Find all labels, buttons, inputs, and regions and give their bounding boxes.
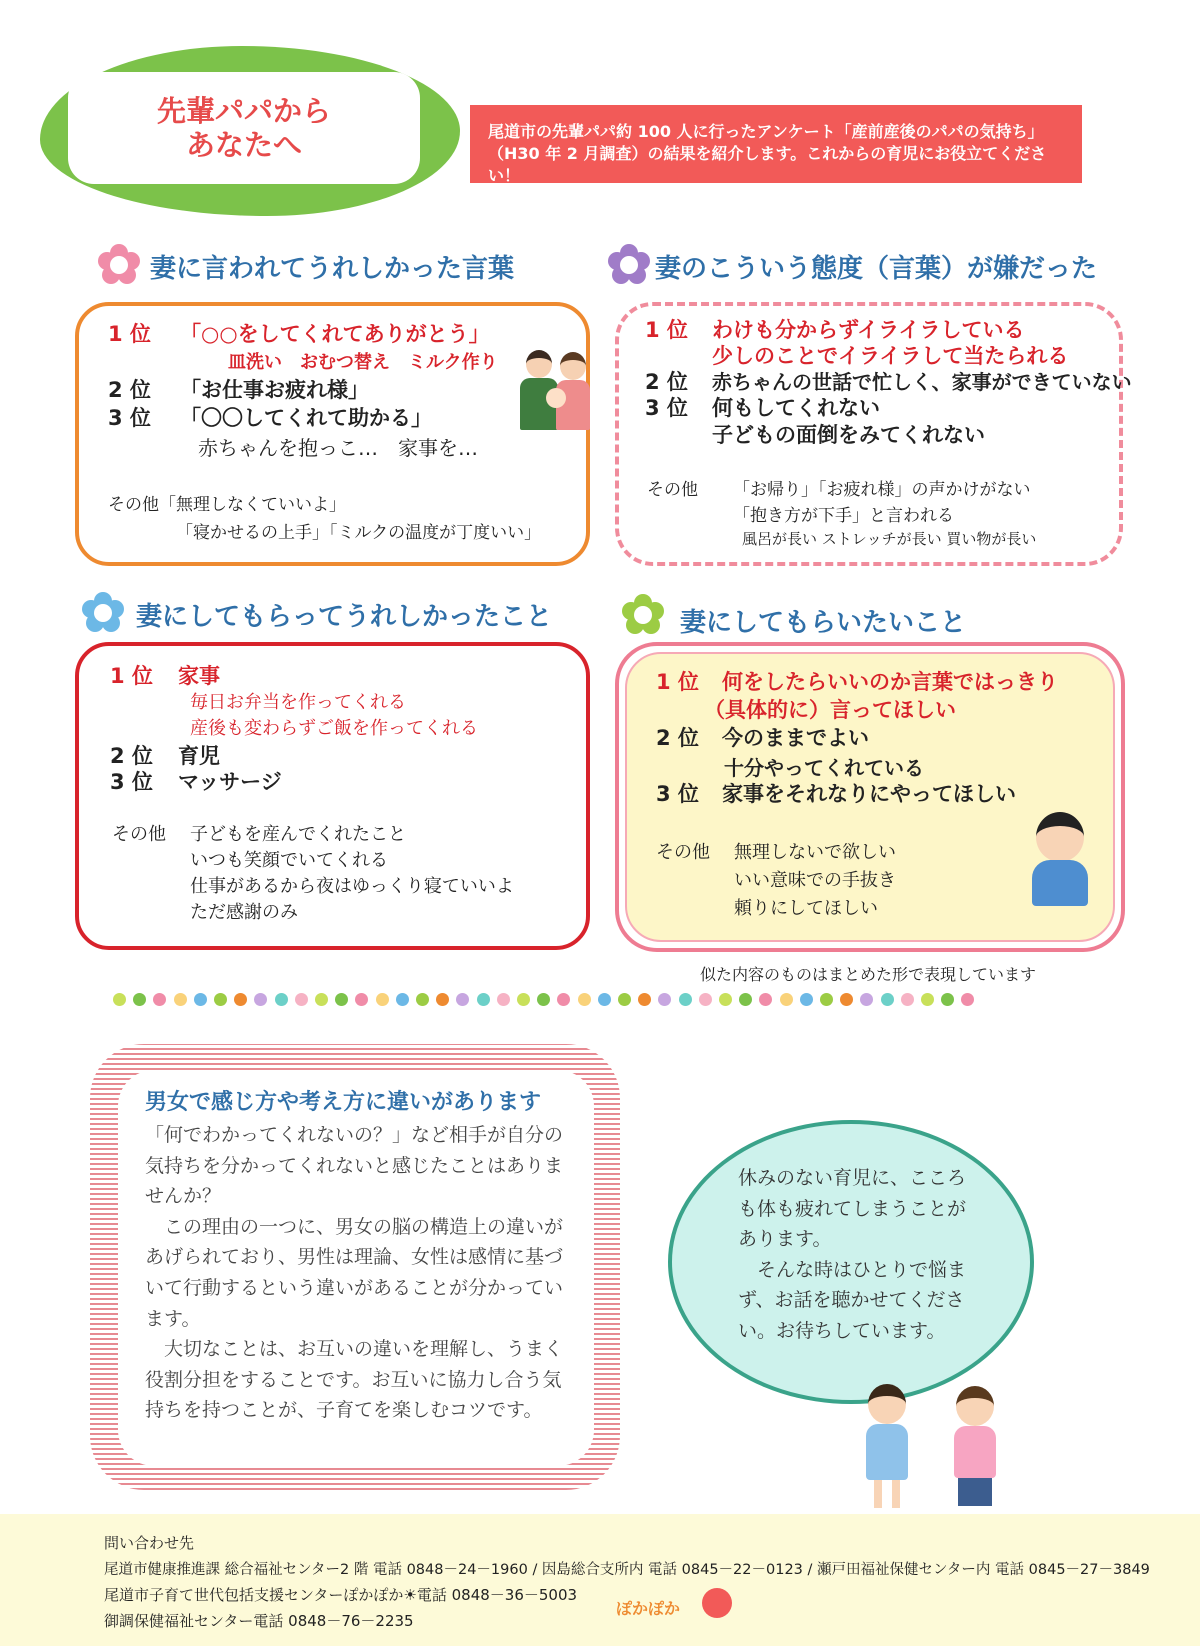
divider-dot: [800, 993, 813, 1006]
divider-dot: [618, 993, 631, 1006]
divider-dot: [133, 993, 146, 1006]
footer-line-2: 尾道市子育て世代包括支援センターぽかぽか☀電話 0848－36－5003: [104, 1586, 578, 1604]
sun-logo-icon: [702, 1588, 732, 1618]
divider-dot: [335, 993, 348, 1006]
s3-rank1: 家事: [178, 664, 220, 688]
divider-dot: [759, 993, 772, 1006]
s1-other-2: 「寝かせるの上手」「ミルクの温度が丁度いい」: [176, 523, 542, 543]
s2-rank2: 赤ちゃんの世話で忙しく、家事ができていない: [712, 370, 1132, 394]
s4-rank1: 何をしたらいいのか言葉ではっきり: [722, 670, 1058, 694]
s2-other-3: 風呂が長い ストレッチが長い 買い物が長い: [742, 530, 1037, 548]
footer-line-1: 尾道市健康推進課 総合福祉センター2 階 電話 0848－24－1960 / 因島総合支所内 電話 0845－22－0123 / 瀬戸田福祉保健センター内 電話 0845－27－3849: [104, 1562, 1150, 1578]
s2-rank1: わけも分からずイライラしている: [712, 318, 1025, 342]
divider-dot: [638, 993, 651, 1006]
divider-dot: [153, 993, 166, 1006]
s3-other-2: いつも笑顔でいてくれる: [190, 850, 388, 871]
s1-rank3-label: 3 位: [108, 406, 151, 430]
divider-dot: [961, 993, 974, 1006]
divider-dot: [557, 993, 570, 1006]
s4-rank3: 家事をそれなりにやってほしい: [722, 782, 1016, 806]
green-flower-icon: [622, 594, 664, 636]
s2-other-label: その他: [647, 480, 698, 500]
s3-rank2-label: 2 位: [110, 744, 153, 768]
blue-flower-icon: [82, 592, 124, 634]
s3-other-1: 子どもを産んでくれたこと: [190, 824, 406, 845]
s4-rank1-b: （具体的に）言ってほしい: [704, 698, 956, 722]
divider-dot: [921, 993, 934, 1006]
message-text: [145, 1088, 575, 1426]
staff-woman-1-illustration: [860, 1384, 916, 1510]
divider-dot: [699, 993, 712, 1006]
s1-rank1: 「○○をしてくれてありがとう」: [180, 322, 490, 346]
divider-dot: [941, 993, 954, 1006]
pokapoka-logo: ぽかぽか: [616, 1599, 681, 1618]
bubble-paragraph-1: 休みのない育児に、こころも体も疲れてしまうことがあります。: [738, 1167, 967, 1250]
s1-rank1-label: 1 位: [108, 322, 151, 346]
s4-rank1-label: 1 位: [656, 670, 699, 694]
s1-rank1-sub: 皿洗い おむつ替え ミルク作り: [228, 352, 498, 373]
section-1-title: 妻に言われてうれしかった言葉: [150, 254, 515, 284]
s2-rank3-b: 子どもの面倒をみてくれない: [712, 423, 985, 447]
divider-dot: [840, 993, 853, 1006]
s1-rank3-sub: 赤ちゃんを抱っこ… 家事を…: [198, 436, 478, 460]
divider-dot: [719, 993, 732, 1006]
s3-other-label: その他: [112, 824, 166, 845]
s1-rank2-label: 2 位: [108, 378, 151, 402]
s4-rank2: 今のままでよい: [722, 726, 869, 750]
s2-rank2-label: 2 位: [645, 370, 688, 394]
thinking-man-illustration: [1026, 812, 1098, 910]
s4-rank3-label: 3 位: [656, 782, 699, 806]
message-heading: 男女で感じ方や考え方に違いがあります: [145, 1090, 542, 1115]
staff-woman-2-illustration: [948, 1386, 1004, 1510]
s4-rank2-b: 十分やってくれている: [724, 756, 924, 780]
divider-dot: [254, 993, 267, 1006]
section-2-title: 妻のこういう態度（言葉）が嫌だった: [655, 254, 1098, 284]
divider-dot: [113, 993, 126, 1006]
divider-dot: [234, 993, 247, 1006]
intro-line-2: （H30 年 2 月調査）の結果を紹介します。これからの育児にお役立てください！: [488, 144, 1047, 185]
survey-intro-banner: [470, 105, 1082, 183]
divider-dot: [214, 993, 227, 1006]
s3-other-4: ただ感謝のみ: [190, 902, 298, 923]
section-3-title: 妻にしてもらってうれしかったこと: [136, 602, 553, 632]
divider-dot: [315, 993, 328, 1006]
s3-rank2: 育児: [178, 744, 220, 768]
s3-rank1-sub2: 産後も変わらずご飯を作ってくれる: [190, 718, 478, 739]
intro-line-1: 尾道市の先輩パパ約 100 人に行ったアンケート「産前産後のパパの気持ち」: [488, 122, 1044, 141]
divider-dot: [598, 993, 611, 1006]
divider-dot: [780, 993, 793, 1006]
divider-dot: [477, 993, 490, 1006]
s2-rank3: 何もしてくれない: [712, 396, 880, 420]
divider-dot: [679, 993, 692, 1006]
divider-dot: [517, 993, 530, 1006]
bubble-paragraph-2: そんな時はひとりで悩まず、お話を聴かせてください。お待ちしています。: [738, 1258, 967, 1342]
s3-rank3-label: 3 位: [110, 770, 153, 794]
s2-rank3-label: 3 位: [645, 396, 688, 420]
s2-rank1-label: 1 位: [645, 318, 688, 342]
message-paragraph-1: 「何でわかってくれないの？」など相手が自分の気持ちを分かってくれないと感じたことはありませんか？: [145, 1124, 564, 1208]
divider-dot: [275, 993, 288, 1006]
s3-rank1-sub1: 毎日お弁当を作ってくれる: [190, 692, 406, 713]
divider-dot: [658, 993, 671, 1006]
footer-heading: 問い合わせ先: [104, 1534, 195, 1552]
speech-bubble-text: [738, 1163, 978, 1346]
parents-with-baby-illustration: [520, 348, 595, 440]
title-line-2: あなたへ: [185, 128, 302, 162]
purple-flower-icon: [608, 244, 650, 286]
s1-rank3: 「〇〇してくれて助かる」: [180, 406, 432, 430]
divider-dot: [416, 993, 429, 1006]
divider-dot: [295, 993, 308, 1006]
message-paragraph-2: この理由の一つに、男女の脳の構造上の違いがあげられており、男性は理論、女性は感情に基づいて行動するという違いがあることが分かっています。: [145, 1215, 564, 1330]
divider-dot: [396, 993, 409, 1006]
s3-rank3: マッサージ: [178, 770, 282, 794]
page-title: [68, 72, 420, 184]
divider-dot: [436, 993, 449, 1006]
s2-rank1-b: 少しのことでイライラして当たられる: [712, 344, 1069, 368]
divider-dot: [497, 993, 510, 1006]
divider-dot: [901, 993, 914, 1006]
s4-rank2-label: 2 位: [656, 726, 699, 750]
divider-dot: [537, 993, 550, 1006]
s2-other-1: 「お帰り」「お疲れ様」の声かけがない: [733, 480, 1031, 500]
footnote: 似た内容のものはまとめた形で表現しています: [700, 965, 1037, 984]
footer-line-3: 御調保健福祉センター電話 0848－76－2235: [104, 1612, 414, 1630]
divider-dot: [578, 993, 591, 1006]
s3-rank1-label: 1 位: [110, 664, 153, 688]
pink-flower-icon: [98, 244, 140, 286]
title-line-1: 先輩パパから: [156, 94, 331, 128]
divider-dot: [376, 993, 389, 1006]
divider-dot: [456, 993, 469, 1006]
s1-other-1: その他「無理しなくていいよ」: [108, 495, 346, 515]
divider-dot: [355, 993, 368, 1006]
divider-dot: [739, 993, 752, 1006]
divider-dot: [820, 993, 833, 1006]
divider-dot: [174, 993, 187, 1006]
s3-other-3: 仕事があるから夜はゆっくり寝ていいよ: [190, 876, 514, 897]
section-4-title: 妻にしてもらいたいこと: [680, 608, 967, 638]
message-paragraph-3: 大切なことは、お互いの違いを理解し、うまく役割分担をすることです。お互いに協力し合う気持ちを持つことが、子育てを楽しむコツです。: [145, 1338, 564, 1422]
s4-other-3: 頼りにしてほしい: [734, 898, 878, 919]
divider-dot: [194, 993, 207, 1006]
divider-dot: [881, 993, 894, 1006]
s2-other-2: 「抱き方が下手」と言われる: [733, 506, 954, 526]
s4-other-2: いい意味での手抜き: [734, 870, 896, 891]
s4-other-1: 無理しないで欲しい: [734, 842, 896, 863]
s4-other-label: その他: [656, 842, 710, 863]
s1-rank2: 「お仕事お疲れ様」: [180, 378, 369, 402]
divider-dot: [860, 993, 873, 1006]
